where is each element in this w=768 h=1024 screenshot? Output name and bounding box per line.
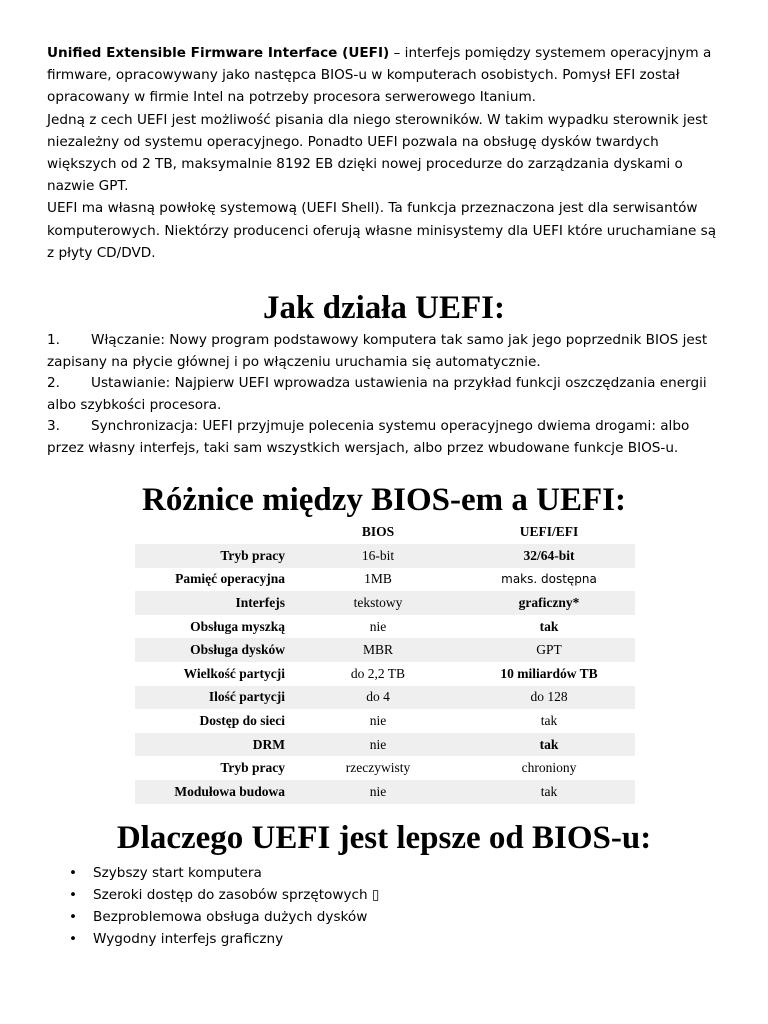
- uefi-value: graficzny*: [463, 591, 635, 615]
- table-row: [135, 615, 635, 639]
- advantages-list: [47, 862, 379, 950]
- row-label: Wielkość partycji: [183, 665, 285, 681]
- list-item-text: Szybszy start komputera: [93, 865, 262, 881]
- uefi-value: 32/64-bit: [463, 544, 635, 568]
- bios-value: MBR: [293, 638, 463, 662]
- step-number: 2.: [47, 375, 60, 392]
- list-item: [47, 928, 379, 950]
- row-label: Ilość partycji: [135, 686, 293, 710]
- table-row: [135, 662, 635, 686]
- row-label: Modułowa budowa: [135, 780, 293, 804]
- list-item: [47, 862, 379, 884]
- bullet-icon: •: [69, 887, 78, 903]
- bullet-icon: •: [69, 909, 78, 925]
- step-item: [47, 416, 727, 459]
- row-label: Obsługa dysków: [135, 638, 293, 662]
- table-header-row: [135, 520, 635, 544]
- bios-value: 1MB: [364, 571, 392, 587]
- heading-why-better: Dlaczego UEFI jest lepsze od BIOS-u:: [116, 820, 652, 856]
- header-bios: BIOS: [361, 524, 395, 539]
- table-row: [135, 591, 635, 615]
- uefi-value: do 128: [463, 686, 635, 710]
- uefi-value: tak: [540, 712, 558, 728]
- intro-paragraph-2: Jedną z cech UEFI jest możliwość pisania dla niego sterowników. W takim wypadku sterownik jest niezależny od systemu operacyjnego. Ponadto UEFI pozwala na obsługę dysków twardych większych od 2 TB, maksymalnie 8192 EB dzięki nowej procedurze do zarządzania dyskami o nazwie GPT.: [47, 111, 708, 195]
- bios-value: tekstowy: [293, 591, 463, 615]
- bios-value: nie: [369, 618, 387, 634]
- row-label: Obsługa myszką: [190, 618, 285, 634]
- step-item: [47, 373, 727, 416]
- step-number: 1.: [47, 332, 60, 348]
- intro-paragraph-3: UEFI ma własną powłokę systemową (UEFI Shell). Ta funkcja przeznaczona jest dla serwisantów komputerowych. Niektórzy producenci oferują własne minisystemy dla UEFI które uruchamiane są z płyty CD/DVD.: [47, 200, 717, 261]
- bios-value: do 2,2 TB: [350, 665, 406, 681]
- uefi-value: maks. dostępna: [501, 572, 597, 587]
- table-row: [135, 709, 635, 733]
- row-label: Tryb pracy: [135, 544, 293, 568]
- table-row: [135, 638, 635, 662]
- table-row: [135, 733, 635, 757]
- row-label: Pamięć operacyjna: [175, 571, 285, 587]
- intro-lead-term: Unified Extensible Firmware Interface (UEFI): [47, 45, 390, 61]
- bullet-icon: •: [69, 865, 78, 881]
- uefi-value: tak: [463, 733, 635, 757]
- step-text: Włączanie: Nowy program podstawowy komputera tak samo jak jego poprzednik BIOS jest zapisany na płycie głównej i po włączeniu uruchamia się automatycznie.: [47, 332, 708, 370]
- list-item-text: Szeroki dostęp do zasobów sprzętowych ▯: [93, 887, 380, 903]
- row-label: Dostęp do sieci: [199, 712, 285, 728]
- step-number: 3.: [47, 418, 60, 435]
- step-item: [47, 330, 727, 373]
- heading-how-it-works: Jak działa UEFI:: [262, 290, 506, 326]
- uefi-value: tak: [463, 780, 635, 804]
- row-label: DRM: [135, 733, 293, 757]
- bios-value: do 4: [293, 686, 463, 710]
- bios-value: nie: [369, 712, 387, 728]
- list-item-text: Wygodny interfejs graficzny: [93, 931, 284, 947]
- uefi-value: chroniony: [521, 760, 577, 776]
- table-row: [135, 568, 635, 592]
- list-item-text: Bezproblemowa obsługa dużych dysków: [93, 909, 368, 925]
- header-empty: [135, 520, 293, 544]
- uefi-value: 10 miliardów TB: [500, 665, 598, 681]
- steps-list: [47, 330, 727, 460]
- bios-value: nie: [293, 780, 463, 804]
- intro-section: [47, 42, 727, 264]
- intro-lead-text: – interfejs pomiędzy systemem operacyjnym a firmware, opracowywany jako następca BIOS-u w komputerach osobistych. Pomysł EFI został opracowany w firmie Intel na potrzeby procesora serwerowego Itanium.: [47, 45, 712, 106]
- uefi-value: GPT: [463, 638, 635, 662]
- table-row: [135, 780, 635, 804]
- comparison-table: [135, 520, 635, 804]
- row-label: Tryb pracy: [220, 760, 285, 776]
- bios-value: nie: [293, 733, 463, 757]
- bios-value: 16-bit: [293, 544, 463, 568]
- bullet-icon: •: [69, 931, 78, 947]
- table-row: [135, 544, 635, 568]
- list-item: [47, 884, 379, 906]
- step-text: Ustawianie: Najpierw UEFI wprowadza ustawienia na przykład funkcji oszczędzania energii albo szybkości procesora.: [47, 375, 707, 413]
- heading-differences: Różnice między BIOS-em a UEFI:: [142, 482, 626, 518]
- table-row: [135, 686, 635, 710]
- table-row: [135, 756, 635, 780]
- intro-paragraph-1: [47, 42, 727, 109]
- step-text: Synchronizacja: UEFI przyjmuje polecenia systemu operacyjnego dwiema drogami: albo przez własny interfejs, taki sam wszystkich wersjach, albo przez wbudowane funkcje BIOS-u.: [47, 418, 690, 456]
- list-item: [47, 906, 379, 928]
- row-label: Interfejs: [135, 591, 293, 615]
- header-uefi: UEFI/EFI: [519, 524, 579, 539]
- bios-value: rzeczywisty: [345, 760, 411, 776]
- uefi-value: tak: [539, 618, 559, 634]
